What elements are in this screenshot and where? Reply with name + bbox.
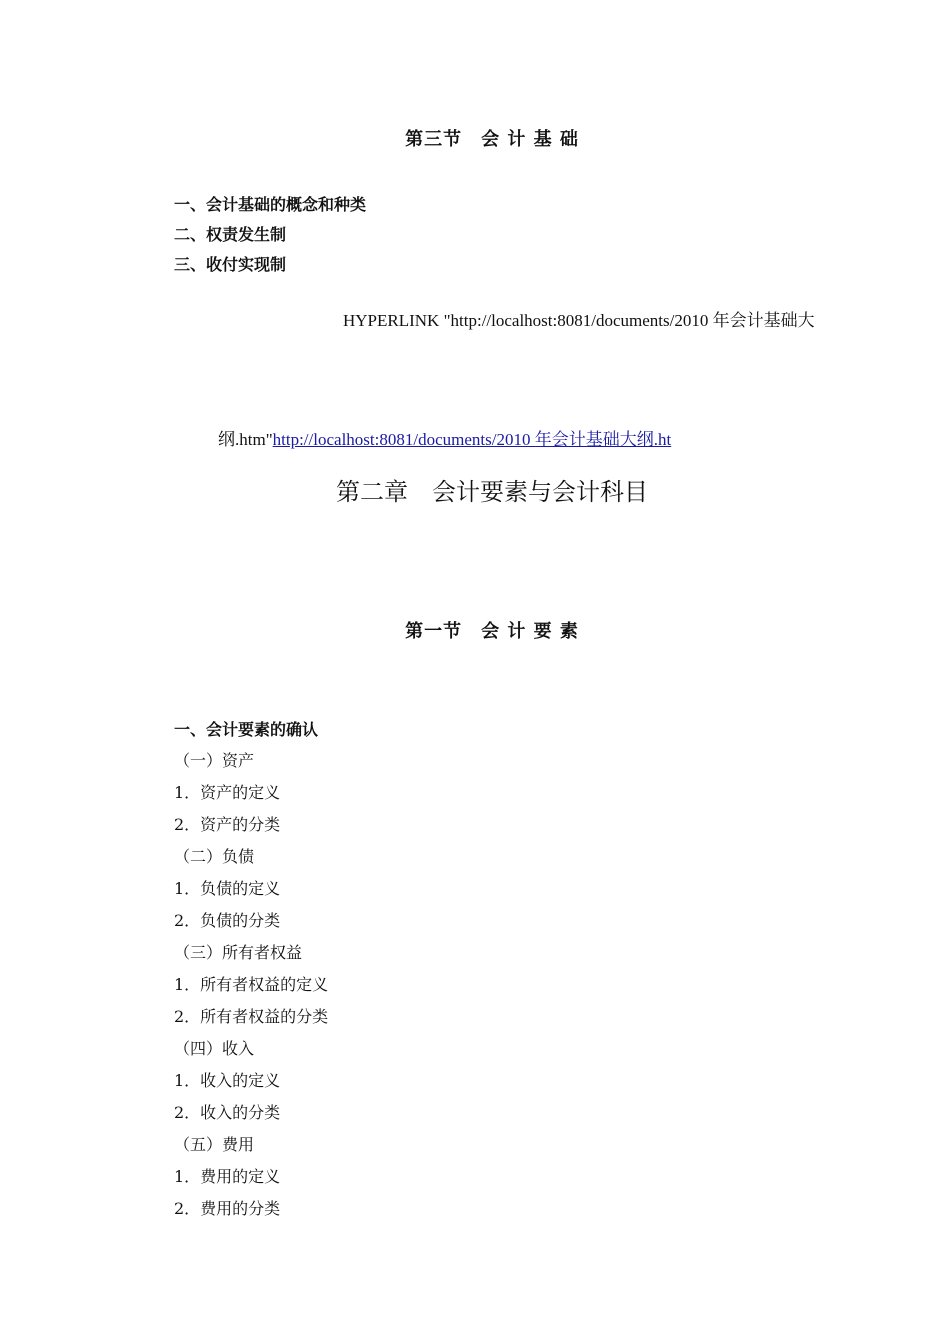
- section-1-heading: 一、会计要素的确认: [174, 720, 319, 739]
- hyperlink[interactable]: http://localhost:8081/documents/2010 年会计基础大纲.ht: [272, 430, 672, 449]
- section-3-title: 第三节 会 计 基 础: [405, 129, 579, 150]
- outline-line: 2．收入的分类: [174, 1103, 281, 1122]
- outline-line: 1．负债的定义: [174, 879, 281, 898]
- field-code-prefix: 纲.htm": [218, 430, 273, 449]
- outline-line: 1．资产的定义: [174, 783, 281, 802]
- outline-line: 2．所有者权益的分类: [174, 1007, 329, 1026]
- outline-line: 2．负债的分类: [174, 911, 281, 930]
- outline-line: 2．资产的分类: [174, 815, 281, 834]
- field-code-line: HYPERLINK "http://localhost:8081/documents/2010 年会计基础大: [343, 311, 815, 330]
- outline-line: 1．费用的定义: [174, 1167, 281, 1186]
- section-3-item: 一、会计基础的概念和种类: [174, 195, 367, 214]
- section-1-title: 第一节 会 计 要 素: [405, 621, 579, 642]
- outline-line: （一）资产: [174, 751, 255, 770]
- outline-line: 1．收入的定义: [174, 1071, 281, 1090]
- section-3-item: 二、权责发生制: [174, 225, 287, 244]
- outline-line: （二）负债: [174, 847, 255, 866]
- outline-line: （五）费用: [174, 1135, 255, 1154]
- chapter-2-title: 第二章 会计要素与会计科目: [336, 478, 648, 506]
- field-code-line-2: [218, 425, 671, 450]
- outline-line: 1．所有者权益的定义: [174, 975, 329, 994]
- outline-line: （三）所有者权益: [174, 943, 303, 962]
- section-3-item: 三、收付实现制: [174, 255, 287, 274]
- outline-line: 2．费用的分类: [174, 1199, 281, 1218]
- outline-line: （四）收入: [174, 1039, 255, 1058]
